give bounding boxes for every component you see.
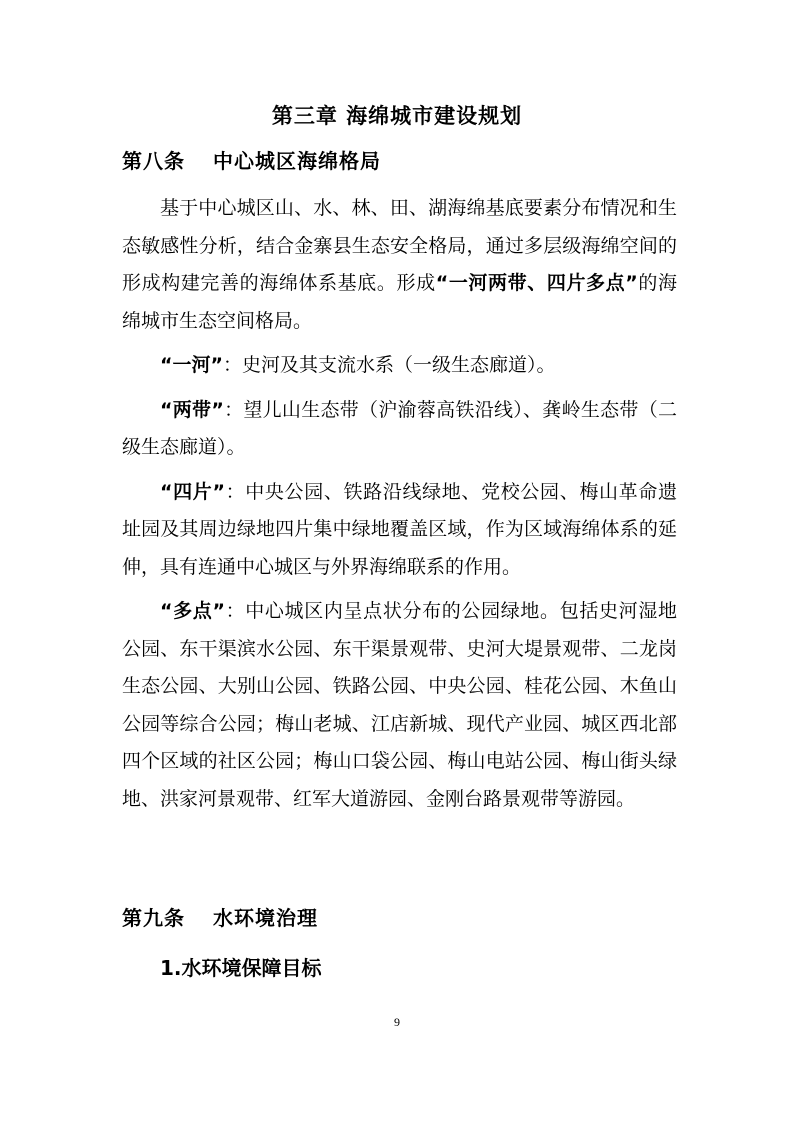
item-separator: ： bbox=[223, 398, 244, 421]
page-number: 9 bbox=[394, 1015, 400, 1029]
item-text: 中央公园、铁路沿线绿地、党校公园、梅山革命遗址园及其周边绿地四片集中绿地覆盖区域，作为区域海绵体系的延伸，具有连通中心城区与外界海绵联系的作用。 bbox=[122, 480, 677, 578]
item-term: “一河” bbox=[160, 354, 223, 376]
item-paragraph bbox=[122, 347, 677, 385]
item-text: 中心城区内呈点状分布的公园绿地。包括史河湿地公园、东干渠滨水公园、东干渠景观带、史河大堤景观带、二龙岗生态公园、大别山公园、铁路公园、中央公园、桂花公园、木鱼山公园等综合公园；梅山老城、江店新城、现代产业园、城区西北部四个区域的社区公园；梅山口袋公园、梅山电站公园、梅山街头绿地、洪家河景观带、红军大道游园、金刚台路景观带等游园。 bbox=[122, 600, 677, 810]
article-9-heading bbox=[122, 903, 318, 933]
article-8-body bbox=[122, 190, 677, 818]
sub-heading: 1.水环境保障目标 bbox=[160, 956, 322, 980]
item-term: “四片” bbox=[160, 480, 225, 503]
article-9-number: 第九条 bbox=[122, 906, 185, 930]
intro-bold-phrase: “一河两带、四片多点” bbox=[435, 272, 638, 294]
chapter-title: 第三章 海绵城市建设规划 bbox=[271, 104, 523, 128]
item-separator: ： bbox=[224, 600, 246, 622]
intro-paragraph bbox=[122, 190, 677, 340]
item-paragraph bbox=[122, 593, 677, 818]
item-paragraph bbox=[122, 392, 677, 467]
item-separator: ： bbox=[224, 480, 246, 503]
intro-text-end: 的海绵城市生态空间格局。 bbox=[122, 272, 677, 332]
article-9-title: 水环境治理 bbox=[213, 906, 318, 930]
item-text: 史河及其支流水系（一级生态廊道）。 bbox=[242, 354, 556, 376]
article-8-number: 第八条 bbox=[122, 149, 185, 173]
item-term: “两带” bbox=[160, 398, 224, 421]
item-term: “多点” bbox=[160, 600, 225, 622]
intro-text: 基于中心城区山、水、林、田、湖海绵基底要素分布情况和生态敏感性分析，结合金寨县生态安全格局，通过多层级海绵空间的形成构建完善的海绵体系基底。形成 bbox=[122, 197, 677, 294]
article-8-title: 中心城区海绵格局 bbox=[213, 149, 381, 173]
article-8-heading bbox=[122, 146, 381, 176]
item-separator: ： bbox=[222, 354, 242, 376]
item-text: 望儿山生态带（沪渝蓉高铁沿线）、龚岭生态带（二级生态廊道）。 bbox=[122, 398, 677, 458]
item-paragraph bbox=[122, 474, 677, 587]
